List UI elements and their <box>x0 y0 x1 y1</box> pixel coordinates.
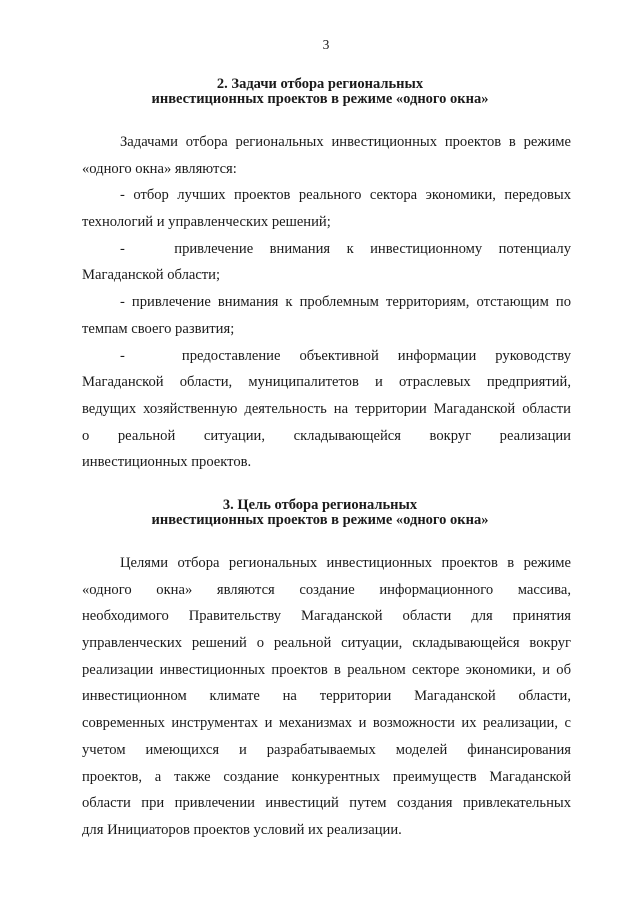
section-2-line-5: - привлечение внимания к инвестиционному потенциалу <box>120 240 571 257</box>
section-2-line-13: инвестиционных проектов. <box>82 454 252 471</box>
section-3-line-10: области при привлечении инвестиций путем создания привлекательных <box>82 795 571 812</box>
section-2-line-11: ведущих хозяйственную деятельность на территории Магаданской области <box>82 400 571 417</box>
section-3-line-2: «одного окна» являются создание информационного массива, <box>82 581 571 598</box>
section-3-title-line-1: 3. Цель отбора региональных <box>222 497 418 513</box>
section-3-line-4: управленческих решений о реальной ситуации, складывающейся вокруг <box>82 635 571 652</box>
section-2-title-line-2: инвестиционных проектов в режиме «одного окна» <box>151 91 489 107</box>
page-number: 3 <box>322 37 330 52</box>
section-2-line-4: технологий и управленческих решений; <box>82 214 331 231</box>
section-2-line-6: Магаданской области; <box>82 267 221 284</box>
section-2-line-9: - предоставление объективной информации руководству <box>120 347 571 364</box>
section-3-title <box>0 498 640 528</box>
section-2-line-10: Магаданской области, муниципалитетов и отраслевых предприятий, <box>82 374 571 391</box>
section-2-line-12: о реальной ситуации, складывающейся вокруг реализации <box>82 427 571 444</box>
section-3-body <box>82 550 571 844</box>
section-2-line-3: - отбор лучших проектов реального сектора экономики, передовых <box>120 187 571 204</box>
section-2-line-7: - привлечение внимания к проблемным территориям, отстающим по <box>120 294 571 311</box>
section-3-line-3: необходимого Правительству Магаданской области для принятия <box>82 608 571 625</box>
section-2-line-2: «одного окна» являются: <box>82 160 237 177</box>
section-2-title <box>0 77 640 107</box>
section-3-line-9: проектов, а также создание конкурентных преимуществ Магаданской <box>82 768 571 785</box>
section-2-line-8: темпам своего развития; <box>82 320 235 337</box>
section-3-line-7: современных инструментах и механизмах и возможности их реализации, с <box>82 715 571 732</box>
section-3-line-6: инвестиционном климате на территории Магаданской области, <box>82 688 571 705</box>
section-2-title-line-1: 2. Задачи отбора региональных <box>216 76 424 92</box>
section-2-body <box>82 129 571 476</box>
section-3-line-11: для Инициаторов проектов условий их реализации. <box>82 821 402 838</box>
section-3-line-8: учетом имеющихся и разрабатываемых моделей финансирования <box>82 741 571 758</box>
section-3-title-line-2: инвестиционных проектов в режиме «одного окна» <box>151 512 489 528</box>
section-2-line-1: Задачами отбора региональных инвестиционных проектов в режиме <box>120 134 571 150</box>
section-3-line-1: Целями отбора региональных инвестиционных проектов в режиме <box>120 555 571 571</box>
section-3-line-5: реализации инвестиционных проектов в реальном секторе экономики, и об <box>82 661 571 678</box>
